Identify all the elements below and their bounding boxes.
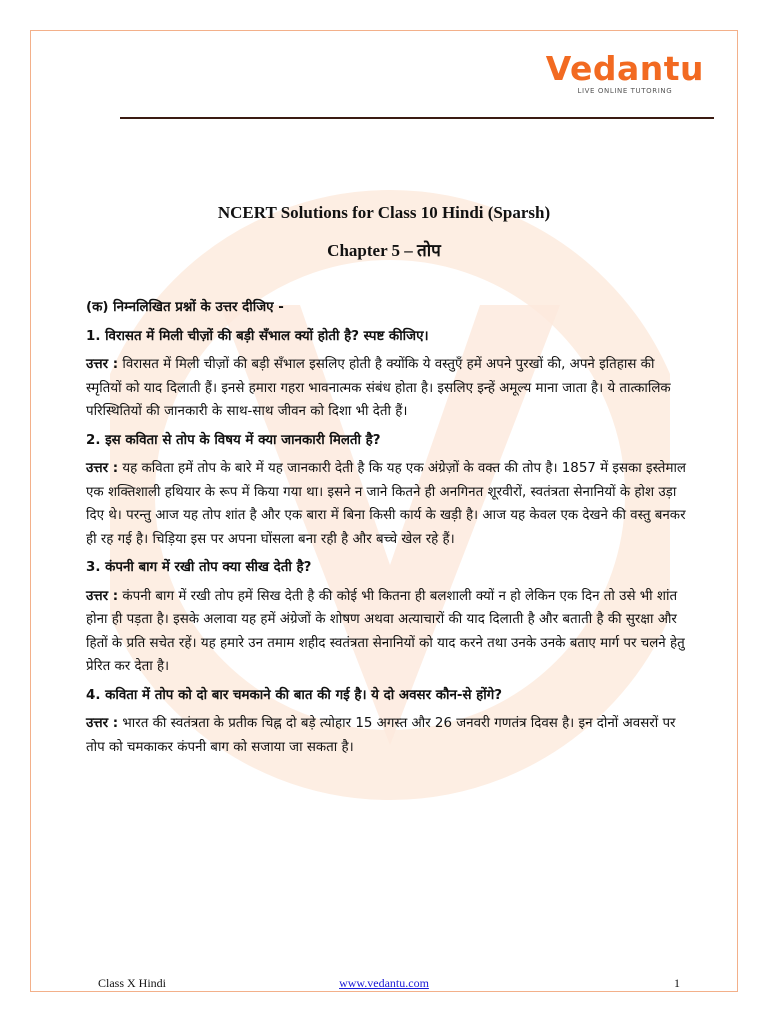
footer-class: Class X Hindi: [98, 976, 167, 990]
answer-1: [86, 353, 690, 424]
header-divider: [120, 117, 714, 119]
question-2: 2. इस कविता से तोप के विषय में क्या जानकारी मिलती है?: [86, 432, 381, 448]
vedantu-logo: [545, 49, 704, 95]
answer-label: उत्तर :: [86, 461, 119, 476]
chapter-title: Chapter 5 – तोप: [327, 241, 441, 260]
answer-text: यह कविता हमें तोप के बारे में यह जानकारी देती है कि यह एक अंग्रेज़ों के वक्त की तोप है। 1857 में इसका इस्तेमाल एक शक्तिशाली हथियार के रूप में किया गया था। इसने न जाने कितने ही अनगिनत शूरवीरों, स्वतंत्रता सेनानियों के होश उड़ा दिए थे। परन्तु आज यह तोप शांत है और एक बारा में बिना किसी कार्य के खड़ी है। आज यह केवल एक देखने की वस्तु बनकर ही रह गई है। चिड़िया इस पर अपना घोंसला बना रही है और बच्चे खेल रहे हैं।: [86, 461, 686, 547]
logo-tagline: LIVE ONLINE TUTORING: [577, 87, 673, 95]
question-1: 1. विरासत में मिली चीज़ों की बड़ी सँभाल क्यों होती है? स्पष्ट कीजिए।: [86, 328, 429, 344]
answer-label: उत्तर :: [86, 716, 119, 731]
answer-3: [86, 585, 690, 679]
answer-4: [86, 712, 690, 759]
answer-text: विरासत में मिली चीज़ों की बड़ी सँभाल इसलिए होती है क्योंकि ये वस्तुएँ हमें अपने पुरखों की, अपने इतिहास की स्मृतियों को याद दिलाती हैं। इनसे हमारा गहरा भावनात्मक संबंध होता है। इसलिए इन्हें अमूल्य माना जाता है। ये तात्कालिक परिस्थितियों की जानकारी के साथ-साथ जीवन को दिशा भी देती हैं।: [86, 357, 671, 419]
document-title: NCERT Solutions for Class 10 Hindi (Sparsh): [217, 203, 551, 222]
answer-text: कंपनी बाग में रखी तोप हमें सिख देती है की कोई भी कितना ही बलशाली क्यों न हो लेकिन एक दिन तो उसे भी शांत होना ही पड़ता है। इसके अलावा यह हमें अंग्रेजों के शोषण अथवा अत्याचारों की याद दिलाती है और बताती है की सुरक्षा और हितों के प्रति सचेत रहें। यह हमारे उन तमाम शहीद स्वतंत्रता सेनानियों को याद करने तथा उनके उनके बताए मार्ग पर चलने हेतु प्रेरित कर देता है।: [86, 588, 685, 674]
page-number: 1: [674, 976, 680, 990]
question-4: 4. कविता में तोप को दो बार चमकाने की बात की गई है। ये दो अवसर कौन-से होंगे?: [86, 687, 503, 703]
question-3: 3. कंपनी बाग में रखी तोप क्या सीख देती है?: [86, 560, 312, 575]
section-heading: (क) निम्नलिखित प्रश्नों के उत्तर दीजिए -: [86, 300, 284, 315]
footer-website-link[interactable]: www.vedantu.com: [339, 976, 429, 990]
footer-link-wrap: [0, 976, 768, 991]
answer-label: उत्तर :: [86, 357, 119, 372]
logo-wordmark: Vedantu: [545, 49, 704, 88]
document-body: [86, 296, 690, 764]
answer-text: भारत की स्वतंत्रता के प्रतीक चिह्न दो बड़े त्योहार 15 अगस्त और 26 जनवरी गणतंत्र दिवस है। इन दोनों अवसरों पर तोप को चमकाकर कंपनी बाग को सजाया जा सकता है।: [86, 716, 676, 755]
answer-2: [86, 457, 690, 551]
answer-label: उत्तर :: [86, 588, 119, 604]
